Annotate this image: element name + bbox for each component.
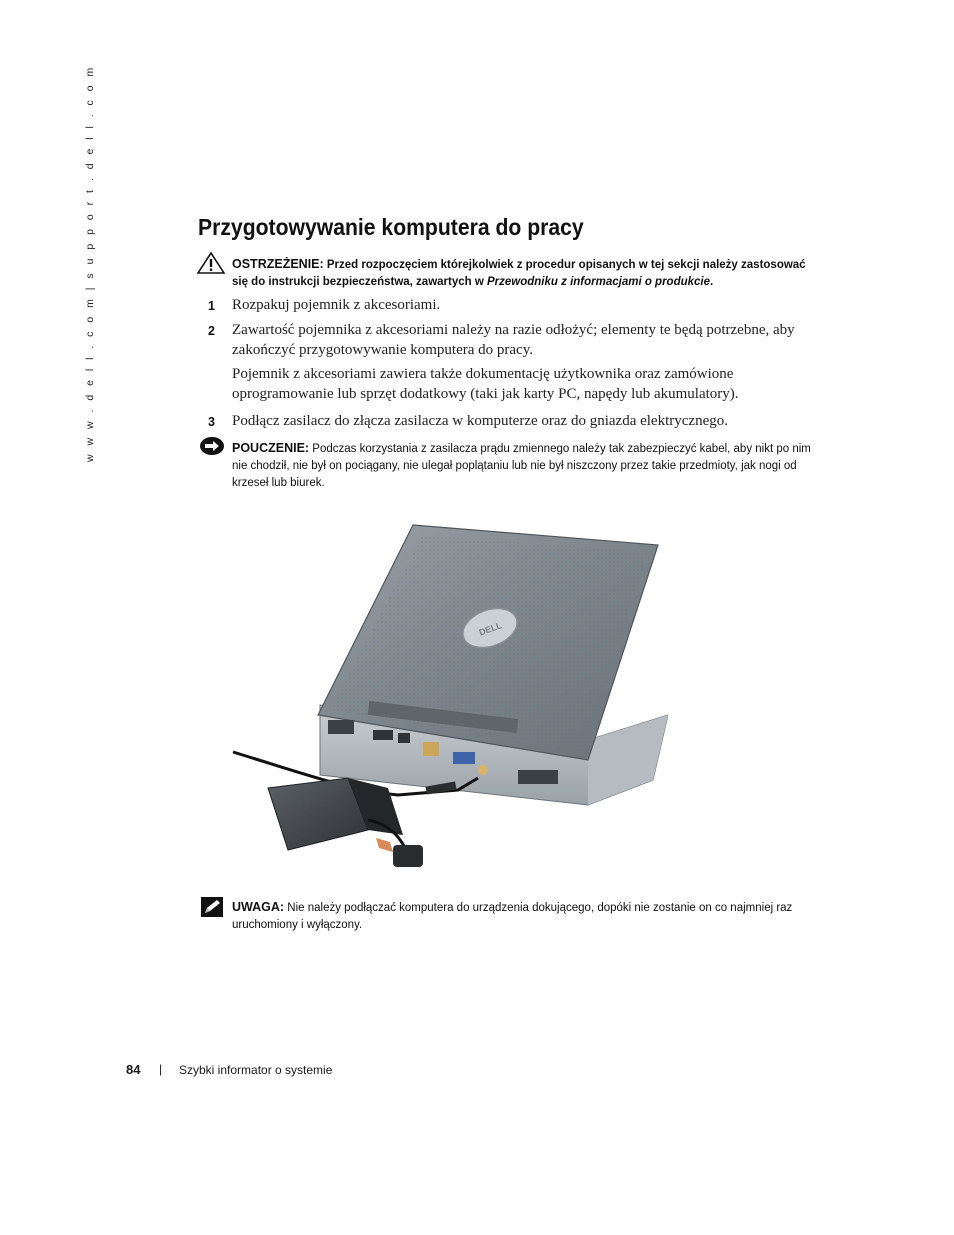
- warning-note: [232, 256, 822, 291]
- step-number: 2: [208, 324, 215, 338]
- notice-arrow-icon: [199, 436, 225, 456]
- step-extra-text: Pojemnik z akcesoriami zawiera także dokumentację użytkownika oraz zamówione oprogramowanie lub sprzęt dodatkowy (taki jak karty PC, napędy lub akumulatory).: [232, 366, 739, 402]
- notice-note: [232, 440, 822, 492]
- warning-label: OSTRZEŻENIE:: [232, 257, 324, 271]
- page-title: Przygotowywanie komputera do pracy: [198, 214, 584, 240]
- footer-separator: |: [159, 1062, 163, 1076]
- warning-product-guide: Przewodniku z informacjami o produkcie: [487, 276, 711, 288]
- note-label: UWAGA:: [232, 900, 285, 914]
- step-text: Rozpakuj pojemnik z akcesoriami.: [232, 297, 441, 313]
- notice-text: Podczas korzystania z zasilacza prądu zmiennego należy tak zabezpieczyć kabel, aby nikt po nim nie chodził, nie był on pociągany, nie ulegał poplątaniu lub nie był niszczony przez takie przedmioty, jak nogi od krzeseł lub biurek.: [232, 443, 811, 489]
- laptop-adapter-photo: [228, 520, 668, 890]
- sidebar-url: w w w . d e l l . c o m | s u p p o r t . d e l l . c o m: [84, 64, 96, 462]
- step-number: 1: [208, 299, 215, 313]
- warning-text: Przed rozpoczęciem którejkolwiek z procedur opisanych w tej sekcji należy zastosować się do instrukcji bezpieczeństwa, zawartych w: [232, 259, 806, 288]
- warning-end: .: [710, 276, 714, 288]
- note-text: Nie należy podłączać komputera do urządzenia dokującego, dopóki nie zostanie on co najmniej raz uruchomiony i wyłączony.: [232, 902, 793, 931]
- step-text: Zawartość pojemnika z akcesoriami należy na razie odłożyć; elementy te będą potrzebne, aby zakończyć przygotowywanie komputera do pracy.: [232, 322, 795, 358]
- dell-logo: DELL: [477, 620, 504, 638]
- page-number: 84: [126, 1062, 141, 1077]
- note-uwaga: [232, 899, 822, 934]
- footer-section-title: Szybki informator o systemie: [179, 1063, 333, 1077]
- step-number: 3: [208, 415, 215, 429]
- note-pencil-icon: [201, 897, 223, 917]
- step-text: Podłącz zasilacz do złącza zasilacza w komputerze oraz do gniazda elektrycznego.: [232, 413, 728, 429]
- warning-triangle-icon: [197, 252, 225, 274]
- notice-label: POUCZENIE:: [232, 441, 310, 455]
